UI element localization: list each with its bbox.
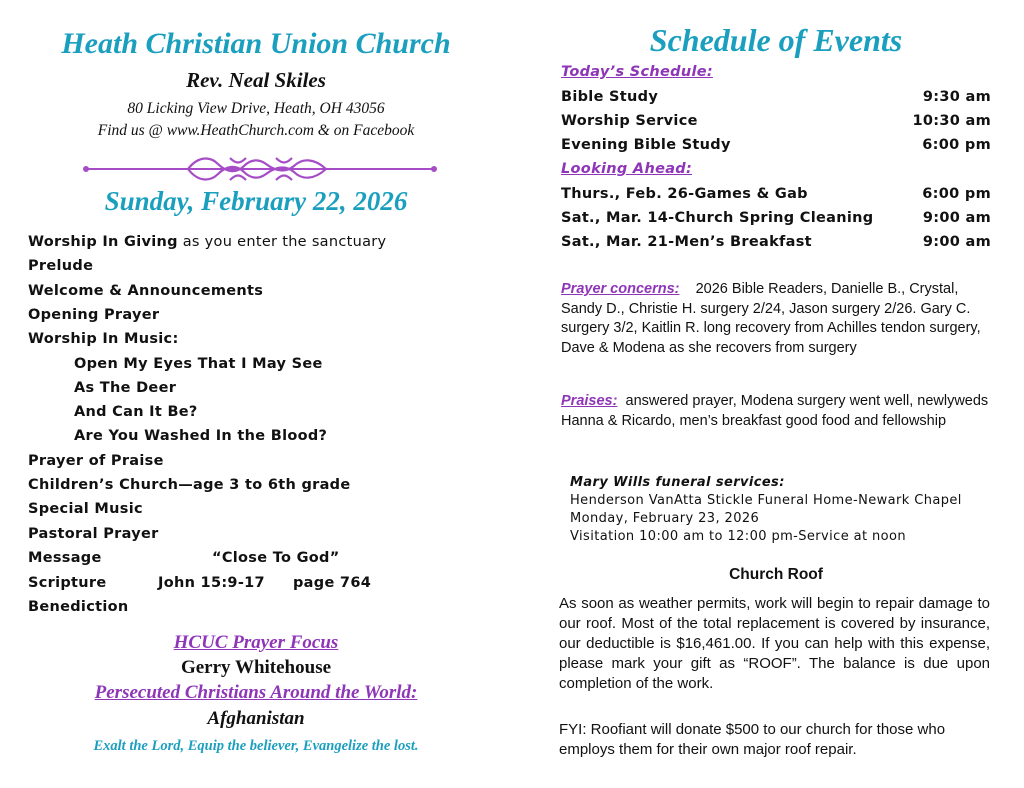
- prayer-concerns-text: 2026 Bible Readers, Danielle B., Crystal, Sandy D., Christie H. surgery 2/24, Jason surgery 2/26. Gary C. surgery 3/2, Kaitlin R. long recovery from Achilles tendon surgery, Dave & Modena as she recovers from surgery: [561, 281, 981, 356]
- funeral-title: Mary Wills funeral services:: [570, 475, 785, 490]
- fyi-note: FYI: Roofiant will donate $500 to our church for those who employs them for their own major roof repair.: [559, 721, 946, 758]
- upcoming-time: 9:00 am: [922, 234, 991, 250]
- praises: [561, 392, 991, 431]
- upcoming-event: Sat., Mar. 14-Church Spring Cleaning: [561, 210, 874, 226]
- todays-schedule-heading: Today’s Schedule:: [561, 64, 713, 80]
- prayer-focus-name: Gerry Whitehouse: [180, 657, 332, 678]
- looking-ahead-heading: Looking Ahead:: [561, 161, 693, 177]
- order-item-pastoral-prayer: Pastoral Prayer: [28, 526, 159, 542]
- song-item: Open My Eyes That I May See: [74, 356, 323, 372]
- church-name: Heath Christian Union Church: [61, 27, 451, 60]
- order-item-benediction: Benediction: [28, 599, 129, 615]
- order-item-worship-music: Worship In Music:: [28, 331, 179, 347]
- schedule-event: Worship Service: [561, 113, 698, 129]
- upcoming-time: 6:00 pm: [922, 186, 991, 202]
- persecuted-country: Afghanistan: [207, 708, 305, 729]
- upcoming-event: Thurs., Feb. 26-Games & Gab: [561, 186, 808, 202]
- order-item-worship-giving: Worship In Giving as you enter the sanctuary: [28, 234, 387, 250]
- schedule-time: 9:30 am: [922, 89, 991, 105]
- order-item-prayer-of-praise: Prayer of Praise: [28, 453, 164, 469]
- church-roof-title: Church Roof: [729, 566, 823, 583]
- scripture-page: page 764: [293, 575, 372, 591]
- scripture-reference: John 15:9-17: [158, 575, 265, 591]
- song-item: Are You Washed In the Blood?: [74, 428, 328, 444]
- schedule-event: Evening Bible Study: [561, 137, 731, 153]
- church-motto: Exalt the Lord, Equip the believer, Evangelize the lost.: [93, 738, 419, 754]
- funeral-date: Monday, February 23, 2026: [570, 511, 760, 526]
- prayer-concerns-label: Prayer concerns:: [561, 281, 680, 297]
- order-item-scripture-label: Scripture: [28, 575, 107, 591]
- order-item-special-music: Special Music: [28, 501, 143, 517]
- prayer-focus-title: HCUC Prayer Focus: [173, 632, 339, 653]
- order-item-welcome: Welcome & Announcements: [28, 283, 264, 299]
- pastor-name: Rev. Neal Skiles: [186, 68, 326, 92]
- persecuted-christians-title: Persecuted Christians Around the World:: [94, 682, 418, 703]
- funeral-visitation: Visitation 10:00 am to 12:00 pm-Service at noon: [570, 529, 907, 544]
- prayer-concerns: [561, 280, 991, 358]
- ornamental-divider-icon: [80, 152, 440, 186]
- message-title: “Close To God”: [212, 550, 340, 566]
- order-item-prelude: Prelude: [28, 258, 94, 274]
- order-item-message-label: Message: [28, 550, 102, 566]
- upcoming-time: 9:00 am: [922, 210, 991, 226]
- funeral-home: Henderson VanAtta Stickle Funeral Home-Newark Chapel: [570, 493, 962, 508]
- song-item: As The Deer: [74, 380, 177, 396]
- upcoming-event: Sat., Mar. 21-Men’s Breakfast: [561, 234, 812, 250]
- schedule-time: 6:00 pm: [922, 137, 991, 153]
- church-website: Find us @ www.HeathChurch.com & on Facebook: [97, 122, 415, 139]
- service-date: Sunday, February 22, 2026: [104, 186, 408, 216]
- schedule-event: Bible Study: [561, 89, 659, 105]
- order-item-childrens-church: Children’s Church—age 3 to 6th grade: [28, 477, 351, 493]
- church-address: 80 Licking View Drive, Heath, OH 43056: [127, 100, 385, 117]
- praises-text: answered prayer, Modena surgery went well, newlyweds Hanna & Ricardo, men’s breakfast good food and fellowship: [561, 393, 989, 429]
- schedule-time: 10:30 am: [912, 113, 991, 129]
- order-item-opening-prayer: Opening Prayer: [28, 307, 160, 323]
- schedule-title: Schedule of Events: [649, 22, 903, 58]
- church-roof-text: As soon as weather permits, work will begin to repair damage to our roof. Most of the total replacement is covered by insurance, our deductible is $16,461.00. If you can help with this expense, please mark your gift as “ROOF”. The balance is due upon completion of the work.: [559, 595, 990, 692]
- song-item: And Can It Be?: [74, 404, 198, 420]
- praises-label: Praises:: [561, 393, 618, 409]
